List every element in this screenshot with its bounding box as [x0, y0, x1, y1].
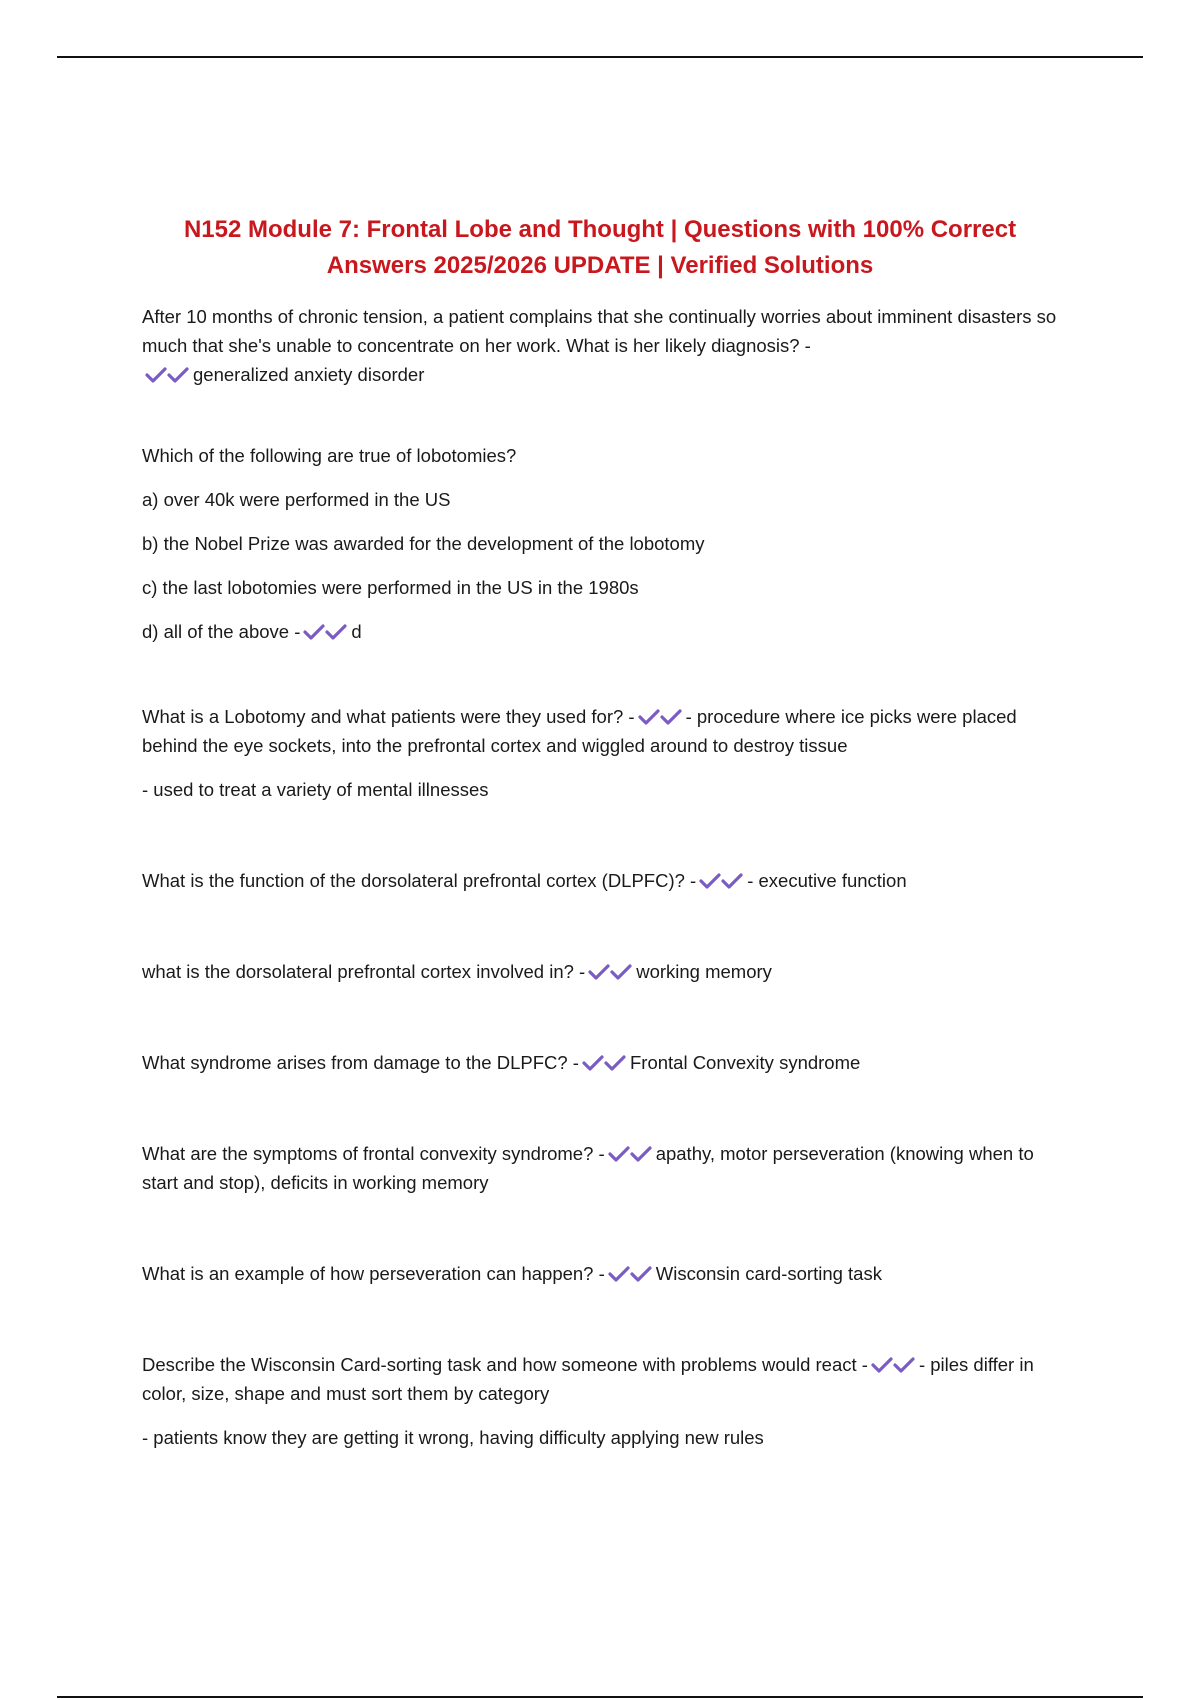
double-check-icon	[582, 1054, 628, 1072]
answer-text: d	[351, 621, 362, 642]
answer-extra: - used to treat a variety of mental illnesses	[142, 779, 489, 800]
top-rule	[57, 56, 1143, 58]
option-d-text: d) all of the above -	[142, 621, 301, 642]
document-title	[140, 212, 1060, 284]
qa-item-8	[142, 1259, 1060, 1288]
question-text: What is the function of the dorsolateral prefrontal cortex (DLPFC)? -	[142, 870, 697, 891]
question-text: What is an example of how perseveration can happen? -	[142, 1263, 605, 1284]
qa-item-6	[142, 1048, 1060, 1077]
question-text: What are the symptoms of frontal convexity syndrome? -	[142, 1143, 605, 1164]
double-check-icon	[638, 708, 684, 726]
option-a: a) over 40k were performed in the US	[142, 489, 451, 510]
qa-item-3	[142, 702, 1060, 760]
answer-text: Frontal Convexity syndrome	[629, 1052, 861, 1073]
qa-item-4	[142, 866, 1060, 895]
answer-text: working memory	[636, 961, 772, 982]
title-line-2: Answers 2025/2026 UPDATE | Verified Solutions	[326, 252, 874, 279]
document-body	[142, 302, 1060, 1452]
qa-item-9	[142, 1350, 1060, 1408]
qa-item-1	[142, 302, 1060, 389]
answer-text: - procedure where ice picks were placed behind the eye sockets, into the prefrontal cortex and wiggled around to destroy tissue	[142, 706, 1017, 756]
question-text: What is a Lobotomy and what patients were they used for? -	[142, 706, 635, 727]
answer-text: apathy, motor perseveration (knowing when to start and stop), deficits in working memory	[142, 1143, 1034, 1193]
option-b: b) the Nobel Prize was awarded for the development of the lobotomy	[142, 533, 705, 554]
double-check-icon	[303, 623, 349, 641]
double-check-icon	[608, 1145, 654, 1163]
qa-item-7	[142, 1139, 1060, 1197]
option-c: c) the last lobotomies were performed in the US in the 1980s	[142, 577, 639, 598]
question-text: After 10 months of chronic tension, a patient complains that she continually worries about imminent disasters so much that she's unable to concentrate on her work. What is her likely diagnosis? -	[142, 306, 1057, 356]
bottom-rule	[57, 1696, 1143, 1698]
double-check-icon	[871, 1356, 917, 1374]
answer-text: - piles differ in color, size, shape and must sort them by category	[142, 1354, 1034, 1404]
question-text: Which of the following are true of lobotomies?	[142, 445, 517, 466]
answer-extra: - patients know they are getting it wrong, having difficulty applying new rules	[142, 1427, 764, 1448]
answer-text: generalized anxiety disorder	[193, 364, 425, 385]
qa-item-2	[142, 441, 1060, 470]
double-check-icon	[608, 1265, 654, 1283]
answer-text: - executive function	[747, 870, 907, 891]
qa-item-5	[142, 957, 1060, 986]
question-text: What syndrome arises from damage to the DLPFC? -	[142, 1052, 579, 1073]
double-check-icon	[588, 963, 634, 981]
question-text: what is the dorsolateral prefrontal cortex involved in? -	[142, 961, 586, 982]
title-line-1: N152 Module 7: Frontal Lobe and Thought | Questions with 100% Correct	[183, 216, 1017, 243]
option-d	[142, 617, 1060, 646]
answer-text: Wisconsin card-sorting task	[655, 1263, 882, 1284]
question-text: Describe the Wisconsin Card-sorting task and how someone with problems would react -	[142, 1354, 868, 1375]
double-check-icon	[145, 366, 191, 384]
double-check-icon	[699, 872, 745, 890]
